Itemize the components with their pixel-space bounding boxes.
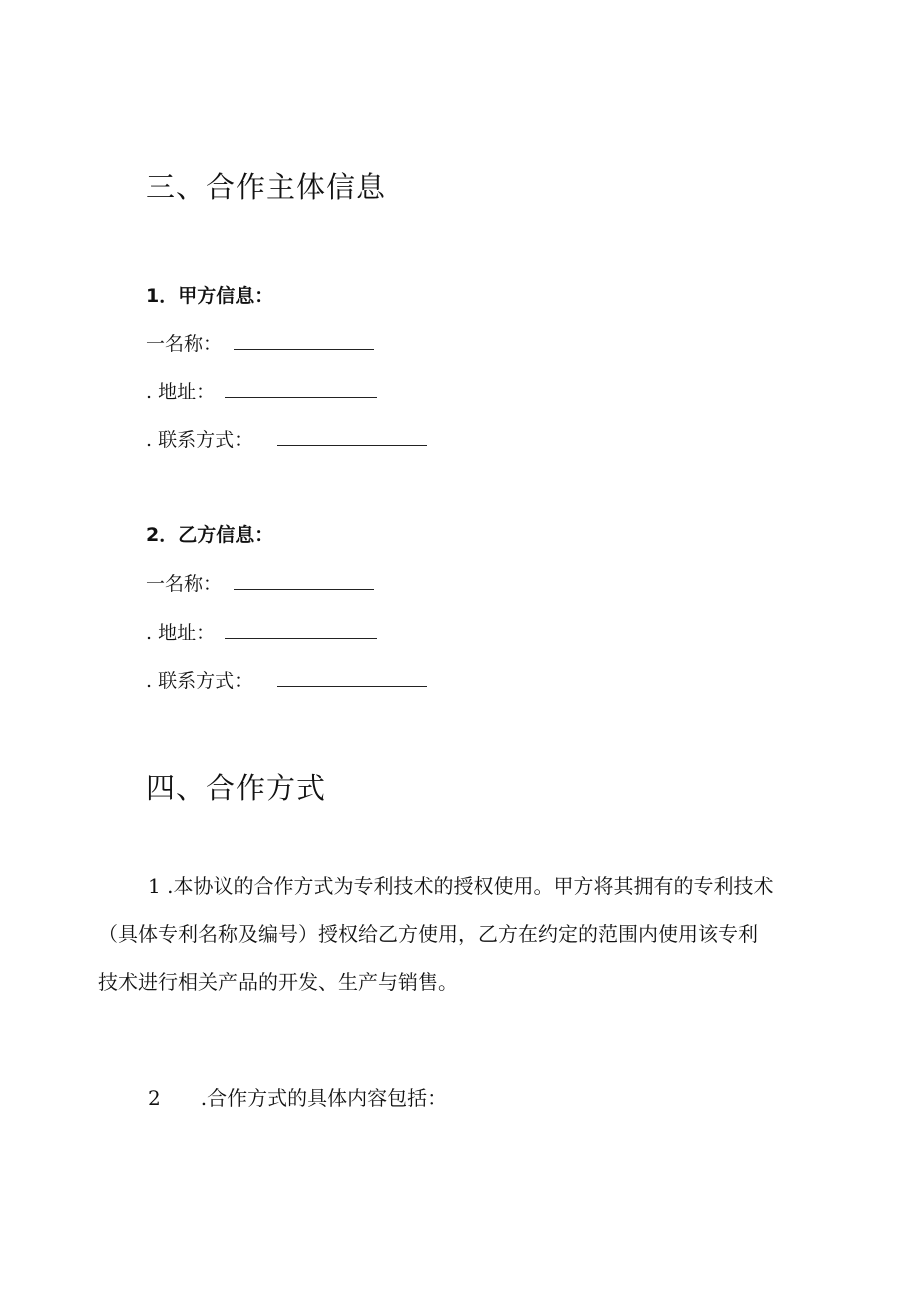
section-4-title: 四、合作方式: [146, 771, 327, 805]
paragraph-1-line-1: 1 .本协议的合作方式为专利技术的授权使用。甲方将其拥有的专利技术: [148, 874, 774, 898]
party-a-heading: 1．甲方信息：: [146, 285, 274, 307]
party-a-name-label: 一名称：: [146, 333, 223, 355]
party-a-contact-label: . 联系方式：: [146, 429, 254, 451]
party-b-name-blank[interactable]: [234, 571, 374, 590]
party-b-contact-field: [146, 668, 427, 693]
party-a-name-field: [146, 331, 374, 356]
party-a-address-field: [146, 379, 377, 404]
party-b-address-field: [146, 620, 377, 645]
party-b-contact-label: . 联系方式：: [146, 670, 254, 692]
party-a-address-label: . 地址：: [146, 381, 216, 403]
party-a-contact-blank[interactable]: [277, 427, 427, 446]
party-b-address-label: . 地址：: [146, 622, 216, 644]
party-b-name-label: 一名称：: [146, 573, 223, 595]
paragraph-1-line-3: 技术进行相关产品的开发、生产与销售。: [98, 970, 458, 994]
party-a-contact-field: [146, 427, 427, 452]
party-b-heading: 2．乙方信息：: [146, 524, 274, 546]
party-b-address-blank[interactable]: [225, 620, 377, 639]
section-3-title: 三、合作主体信息: [146, 170, 387, 204]
paragraph-2: 2 .合作方式的具体内容包括：: [148, 1086, 448, 1110]
party-b-name-field: [146, 571, 374, 596]
party-a-address-blank[interactable]: [225, 379, 377, 398]
party-a-name-blank[interactable]: [234, 331, 374, 350]
party-b-contact-blank[interactable]: [277, 668, 427, 687]
paragraph-1-line-2: （具体专利名称及编号）授权给乙方使用，乙方在约定的范围内使用该专利: [98, 922, 758, 946]
